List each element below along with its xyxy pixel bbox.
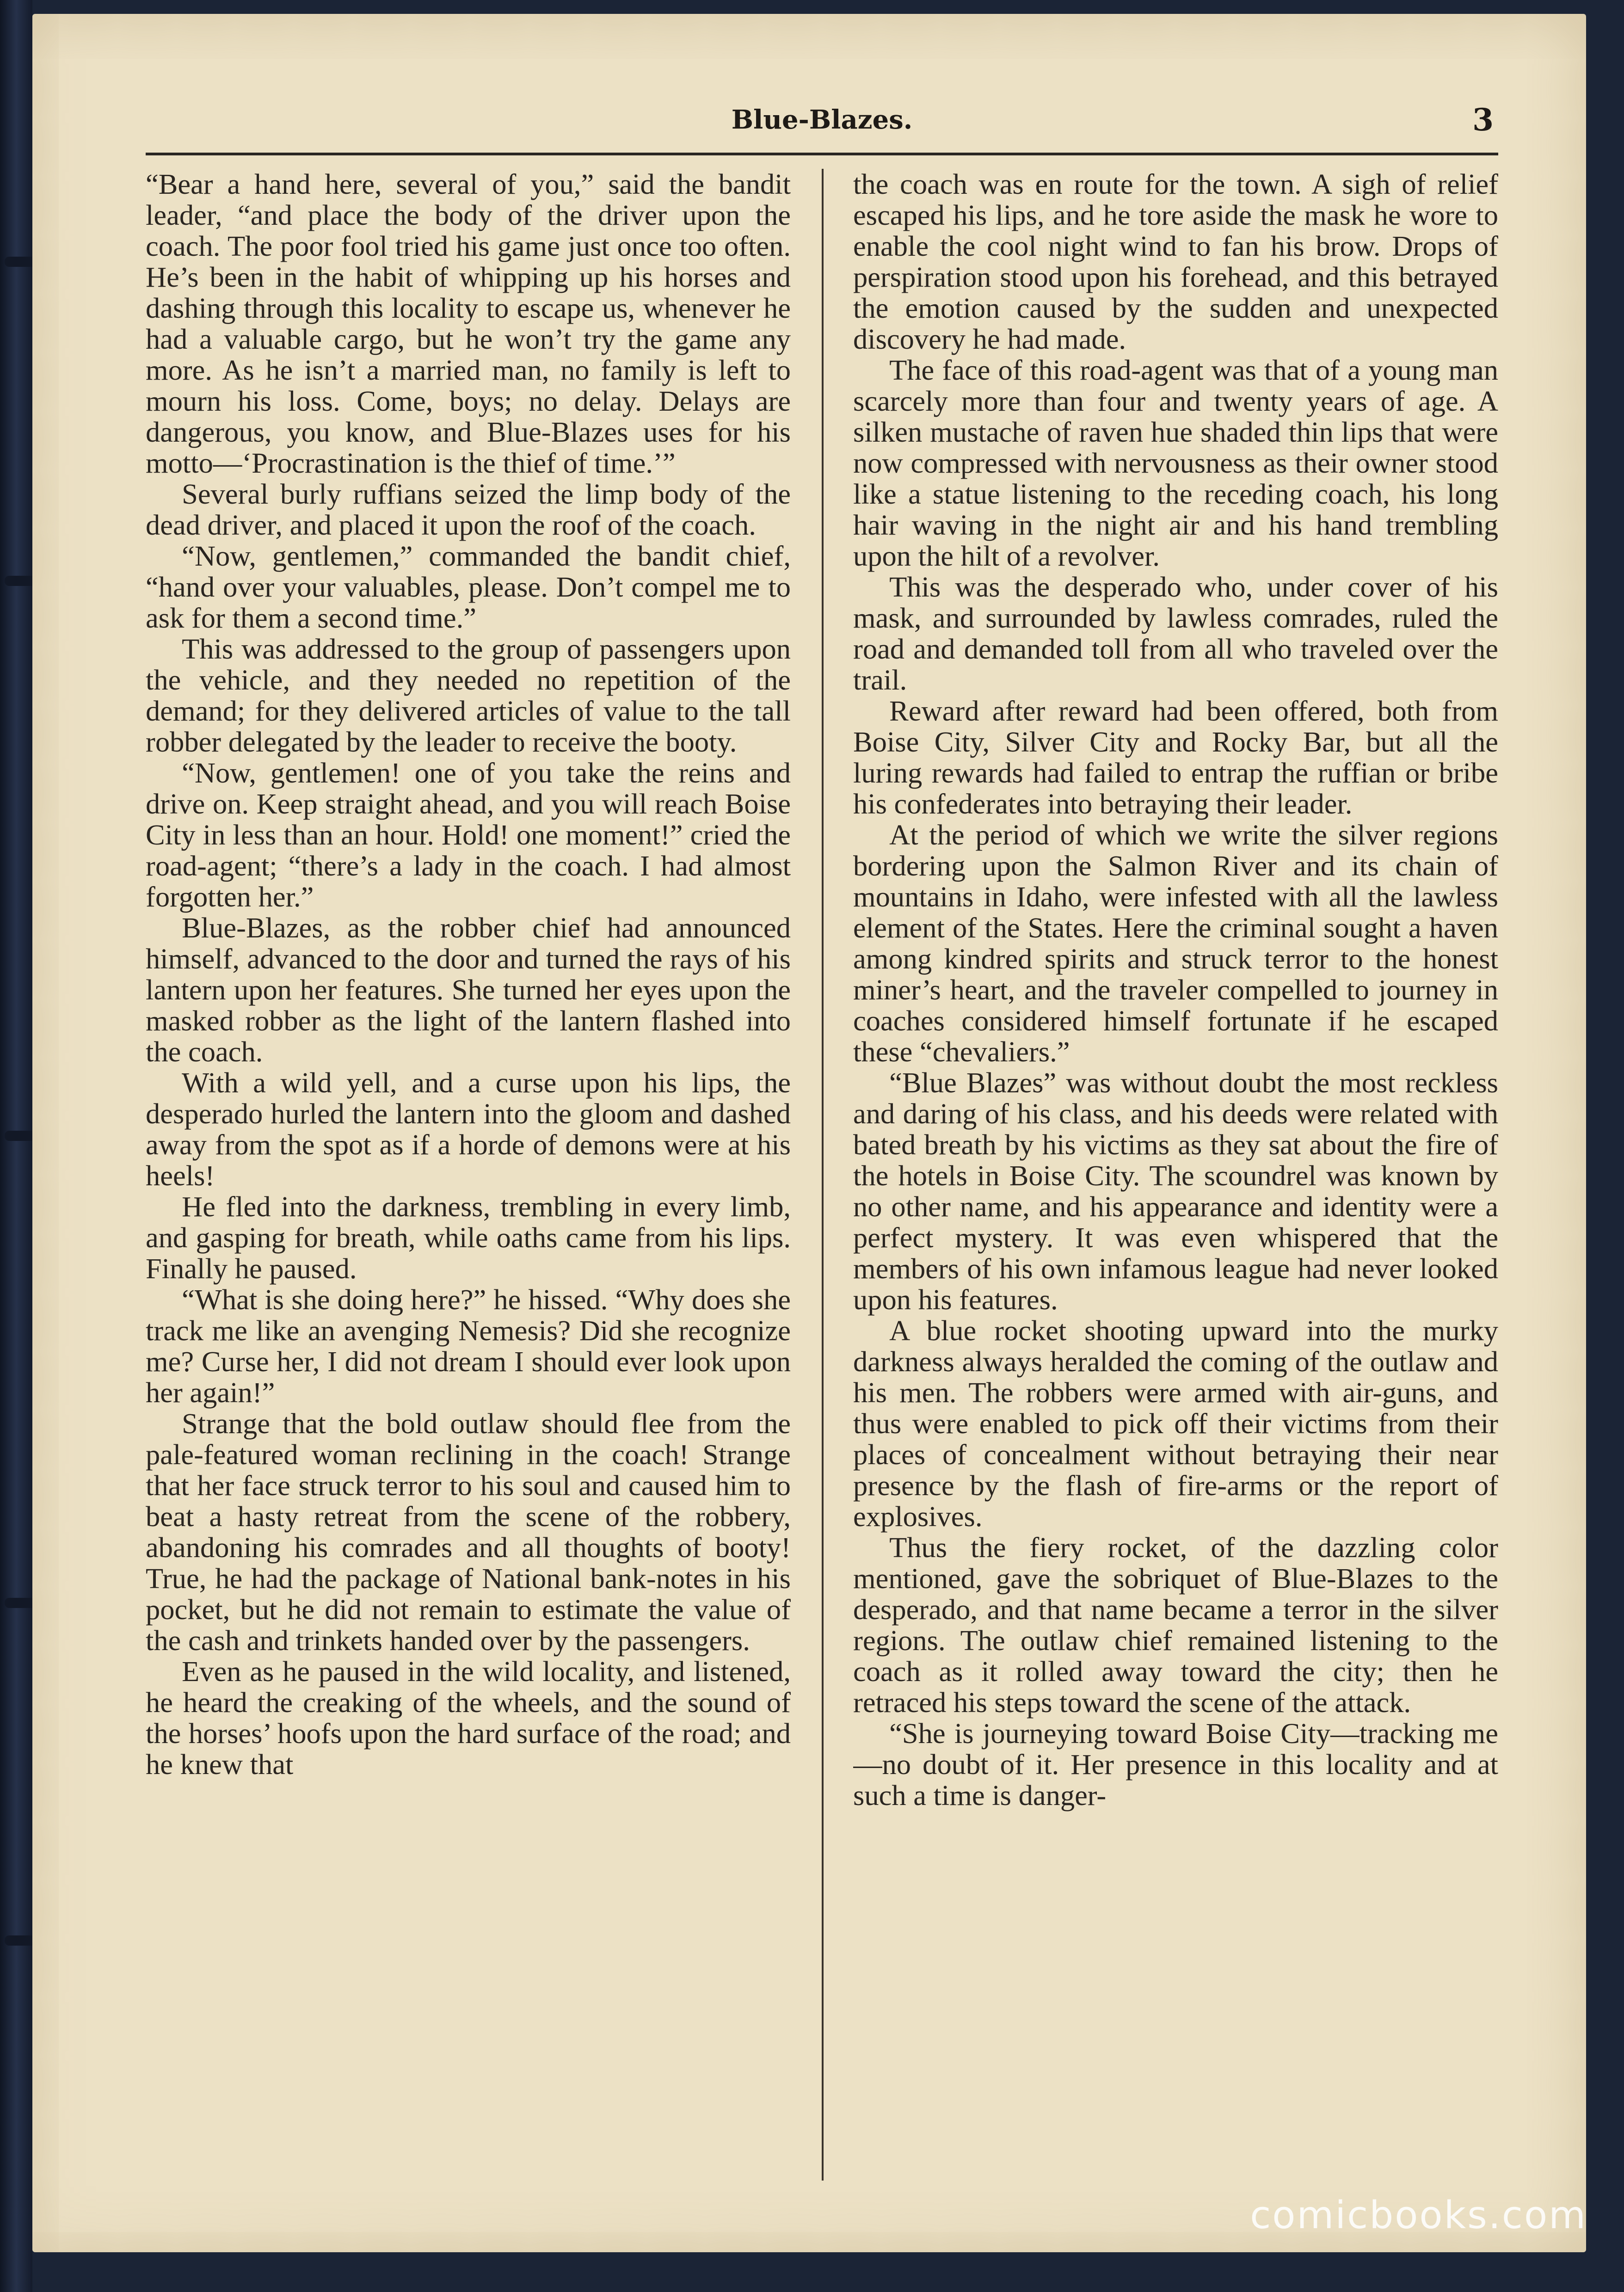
page-content [146,83,1498,2187]
paragraph: A blue rocket shooting upward into the murky darkness always heralded the coming of the outlaw and his men. The robbers were armed with air-guns, and thus were enabled to pick off their victims from their places of concealment without betraying their near presence by the flash of fire-arms or the report of explosives. [853,1314,1498,1533]
paragraph: “Now, gentlemen! one of you take the reins and drive on. Keep straight ahead, and you will reach Boise City in less than an hour. Hold! one moment!” cried the road-agent; “there’s a lady in the coach. I had almost forgotten her.” [146,757,791,913]
site-watermark: comicbooks.com [1250,2193,1587,2237]
paragraph: “Blue Blazes” was without doubt the most reckless and daring of his class, and his deeds were related with bated breath by his victims as they sat about the fire of the hotels in Boise City. The scoundrel was known by no other name, and his appearance and identity were a perfect mystery. It was even whispered that the members of his own infamous league had never looked upon his features. [853,1066,1498,1316]
spine-binding [0,0,32,2292]
paragraph: The face of this road-agent was that of a young man scarcely more than four and twenty years of age. A silken mustache of raven hue shaded thin lips that were now compressed with nervousness as their owner stood like a statue listening to the receding coach, his long hair waving in the night air and his hand trembling upon the hilt of a revolver. [853,354,1498,572]
paragraph: This was the desperado who, under cover of his mask, and surrounded by lawless comrades, ruled the road and demanded toll from all who traveled over the trail. [853,571,1498,696]
paragraph: He fled into the darkness, trembling in every limb, and gasping for breath, while oaths came from his lips. Finally he paused. [146,1190,791,1285]
running-header [146,83,1498,155]
running-title: Blue-Blazes. [731,105,913,135]
text-column-right [853,169,1498,2181]
paragraph: the coach was en route for the town. A sigh of relief escaped his lips, and he tore aside the mask he wore to enable the cool night wind to fan his brow. Drops of perspiration stood upon his forehead, and this betrayed the emotion caused by the sudden and unexpected discovery he had made. [853,169,1498,355]
text-column-left [146,169,791,2181]
paragraph: “What is she doing here?” he hissed. “Why does she track me like an avenging Nemesis? Did she recognize me? Curse her, I did not dream I should ever look upon her again!” [146,1283,791,1409]
book-page [32,14,1586,2252]
paragraph: With a wild yell, and a curse upon his lips, the desperado hurled the lantern into the gloom and dashed away from the spot as if a horde of demons were at his heels! [146,1066,791,1192]
paragraph: Thus the fiery rocket, of the dazzling color mentioned, gave the sobriquet of Blue-Blazes to the desperado, and that name became a terror in the silver regions. The outlaw chief remained listening to the coach as it rolled away toward the city; then he retraced his steps toward the scene of the attack. [853,1531,1498,1719]
paragraph: This was addressed to the group of passengers upon the vehicle, and they needed no repetition of the demand; for they delivered articles of value to the tall robber delegated by the leader to receive the booty. [146,633,791,758]
paragraph: Blue-Blazes, as the robber chief had announced himself, advanced to the door and turned the rays of his lantern upon her features. She turned her eyes upon the masked robber as the light of the lantern flashed into the coach. [146,912,791,1068]
paragraph: “She is journeying toward Boise City—tracking me—no doubt of it. Her presence in this locality and at such a time is danger- [853,1717,1498,1811]
paragraph: Strange that the bold outlaw should flee from the pale-featured woman reclining in the coach! Strange that her face struck terror to his soul and caused him to beat a hasty retreat from the scene of the robbery, abandoning his comrades and all thoughts of booty! True, he had the package of National bank-notes in his pocket, but he did not remain to estimate the value of the cash and trinkets handed over by the passengers. [146,1407,791,1657]
paragraph: Even as he paused in the wild locality, and listened, he heard the creaking of the wheels, and the sound of the horses’ hoofs upon the hard surface of the road; and he knew that [146,1655,791,1781]
paragraph: “Now, gentlemen,” commanded the bandit chief, “hand over your valuables, please. Don’t compel me to ask for them a second time.” [146,540,791,634]
paragraph: Several burly ruffians seized the limp body of the dead driver, and placed it upon the roof of the coach. [146,478,791,541]
page-number: 3 [1472,102,1494,138]
column-divider [822,169,824,2181]
paragraph: “Bear a hand here, several of you,” said the bandit leader, “and place the body of the driver upon the coach. The poor fool tried his game just once too often. He’s been in the habit of whipping up his horses and dashing through this locality to escape us, whenever he had a valuable cargo, but he won’t try the game any more. As he isn’t a married man, no family is left to mourn his loss. Come, boys; no delay. Delays are dangerous, you know, and Blue-Blazes uses for his motto—‘Procrastination is the thief of time.’” [146,169,791,479]
paragraph: Reward after reward had been offered, both from Boise City, Silver City and Rocky Bar, but all the luring rewards had failed to entrap the ruffian or bribe his confederates into betraying their leader. [853,695,1498,820]
paragraph: At the period of which we write the silver regions bordering upon the Salmon River and its chain of mountains in Idaho, were infested with all the lawless element of the States. Here the criminal sought a haven among kindred spirits and struck terror to the honest miner’s heart, and the traveler compelled to journey in coaches considered himself fortunate if he escaped these “chevaliers.” [853,819,1498,1068]
